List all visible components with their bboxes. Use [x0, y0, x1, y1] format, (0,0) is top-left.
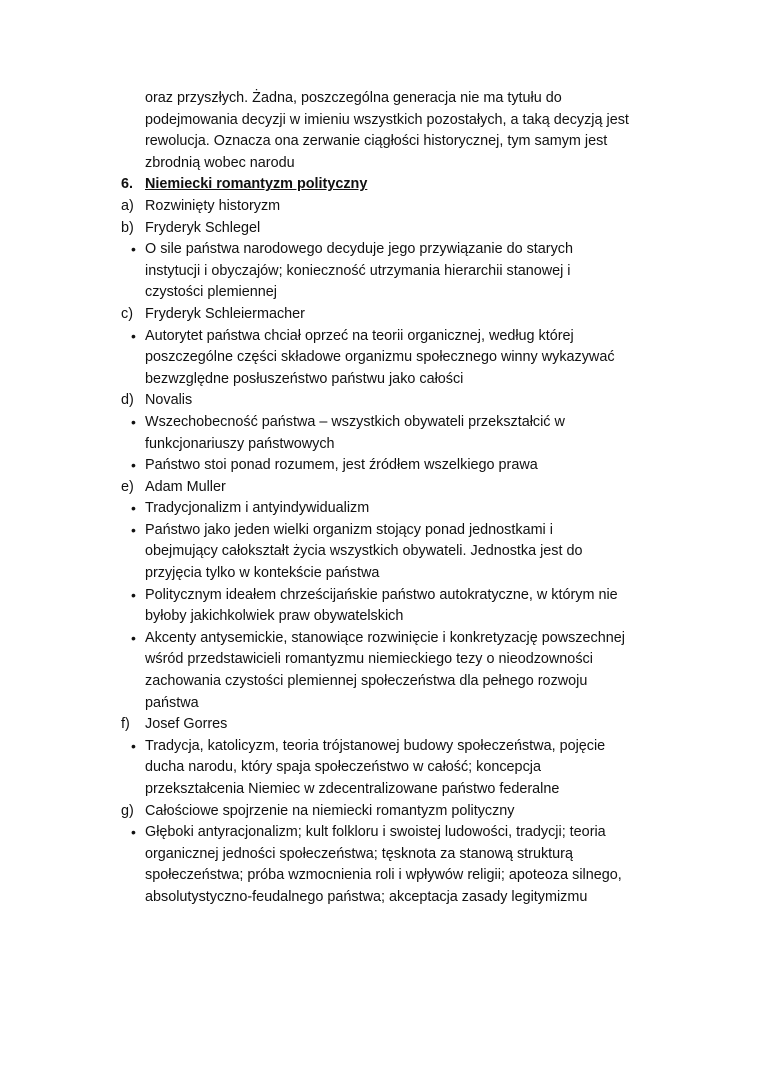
- text-line: Tradycja, katolicyzm, teoria trójstanowej budowy społeczeństwa, pojęcie: [145, 737, 606, 754]
- text-line: przekształcenia Niemiec w zdecentralizowane państwo federalne: [145, 781, 560, 797]
- bullet-text: [145, 326, 760, 391]
- text-line: O sile państwa narodowego decyduje jego przywiązanie do starych: [145, 241, 573, 258]
- list-marker: f): [121, 716, 130, 733]
- list-item-label: Novalis: [145, 392, 193, 409]
- text-line: organicznej jedności społeczeństwa; tęsknota za stanową strukturą: [145, 845, 573, 862]
- bullet-text: [145, 822, 760, 908]
- bullet-point: [0, 736, 760, 801]
- bullet-point: [0, 520, 760, 585]
- text-line: podejmowania decyzji w imieniu wszystkich pozostałych, a taką decyzją jest: [145, 111, 629, 128]
- bullet-point: [0, 822, 760, 908]
- bullet-icon: •: [131, 241, 136, 258]
- bullet-icon: •: [131, 457, 136, 474]
- text-line: Tradycjonalizm i antyindywidualizm: [145, 500, 370, 517]
- document-body: [0, 88, 760, 909]
- bullet-icon: •: [131, 586, 136, 603]
- text-line: zachowania czystości plemiennej społeczeństwa dla pełnego rozwoju: [145, 673, 588, 690]
- text-line: czystości plemiennej: [145, 284, 277, 301]
- list-item-label: Całościowe spojrzenie na niemiecki romantyzm polityczny: [145, 802, 515, 819]
- bullet-point: [0, 326, 760, 391]
- text-line: Autorytet państwa chciał oprzeć na teorii organicznej, według której: [145, 327, 574, 344]
- list-marker: b): [121, 219, 134, 236]
- list-item-label: Rozwinięty historyzm: [145, 197, 281, 214]
- text-line: byłoby jakichkolwiek praw obywatelskich: [145, 608, 404, 625]
- item-list: [0, 196, 760, 909]
- bullet-text: [145, 239, 760, 304]
- section-number: 6.: [121, 176, 134, 193]
- list-marker: d): [121, 392, 134, 409]
- list-item-label: Fryderyk Schleiermacher: [145, 305, 305, 322]
- bullet-icon: •: [131, 629, 136, 646]
- text-line: bezwzględne posłuszeństwo państwu jako całości: [145, 370, 464, 387]
- text-line: zbrodnią wobec narodu: [145, 154, 295, 171]
- text-line: Głęboki antyracjonalizm; kult folkloru i swoistej ludowości, tradycji; teoria: [145, 824, 606, 841]
- bullet-text: [145, 628, 760, 714]
- text-line: Państwo jako jeden wielki organizm stojący ponad jednostkami i: [145, 521, 553, 538]
- bullet-icon: •: [131, 327, 136, 344]
- bullet-icon: •: [131, 737, 136, 754]
- list-marker: e): [121, 478, 134, 495]
- bullet-icon: •: [131, 500, 136, 517]
- list-item-label: Fryderyk Schlegel: [145, 219, 261, 236]
- text-line: społeczeństwa; próba wzmocnienia roli i wpływów religii; apoteoza silnego,: [145, 867, 622, 884]
- bullet-point: [0, 412, 760, 455]
- section-title: Niemiecki romantyzm polityczny: [145, 176, 368, 193]
- text-line: państwa: [145, 694, 199, 711]
- text-line: Wszechobecność państwa – wszystkich obywateli przekształcić w: [145, 413, 565, 430]
- text-line: poszczególne części składowe organizmu społecznego winny wykazywać: [145, 349, 615, 366]
- list-item: [0, 801, 760, 823]
- text-line: funkcjonariuszy państwowych: [145, 435, 335, 452]
- bullet-icon: •: [131, 413, 136, 430]
- bullet-text: [145, 455, 760, 477]
- text-line: rewolucja. Oznacza ona zerwanie ciągłości historycznej, tym samym jest: [145, 133, 608, 150]
- list-item: [0, 390, 760, 412]
- text-line: obejmujący całokształt życia wszystkich obywateli. Jednostka jest do: [145, 543, 583, 560]
- text-line: wśród przedstawicieli romantyzmu niemieckiego tezy o nieodzowności: [145, 651, 593, 668]
- list-item: [0, 714, 760, 736]
- text-line: Państwo stoi ponad rozumem, jest źródłem wszelkiego prawa: [145, 457, 538, 474]
- list-marker: a): [121, 197, 134, 214]
- list-item: [0, 304, 760, 326]
- list-item: [0, 218, 760, 240]
- bullet-icon: •: [131, 824, 136, 841]
- list-item: [0, 477, 760, 499]
- list-item: [0, 196, 760, 218]
- text-line: przyjęcia tylko w kontekście państwa: [145, 565, 380, 582]
- text-line: ducha narodu, który spaja społeczeństwo w całość; koncepcja: [145, 759, 541, 776]
- text-line: Akcenty antysemickie, stanowiące rozwinięcie i konkretyzację powszechnej: [145, 629, 625, 646]
- text-line: Politycznym ideałem chrześcijańskie państwo autokratyczne, w którym nie: [145, 586, 618, 603]
- text-line: instytucji i obyczajów; konieczność utrzymania hierarchii stanowej i: [145, 262, 571, 279]
- list-item-label: Josef Gorres: [145, 716, 228, 733]
- bullet-text: [145, 412, 760, 455]
- list-item-label: Adam Muller: [145, 478, 226, 495]
- list-marker: c): [121, 305, 133, 322]
- bullet-text: [145, 498, 760, 520]
- bullet-point: [0, 455, 760, 477]
- bullet-point: [0, 239, 760, 304]
- bullet-text: [145, 520, 760, 585]
- text-line: absolutystyczno-feudalnego państwa; akceptacja zasady legitymizmu: [145, 888, 588, 905]
- bullet-text: [145, 736, 760, 801]
- intro-paragraph: [0, 88, 760, 174]
- list-marker: g): [121, 802, 134, 819]
- bullet-point: [0, 628, 760, 714]
- bullet-point: [0, 585, 760, 628]
- text-line: oraz przyszłych. Żadna, poszczególna generacja nie ma tytułu do: [145, 90, 562, 106]
- section-heading: [0, 174, 760, 196]
- bullet-text: [145, 585, 760, 628]
- bullet-point: [0, 498, 760, 520]
- bullet-icon: •: [131, 521, 136, 538]
